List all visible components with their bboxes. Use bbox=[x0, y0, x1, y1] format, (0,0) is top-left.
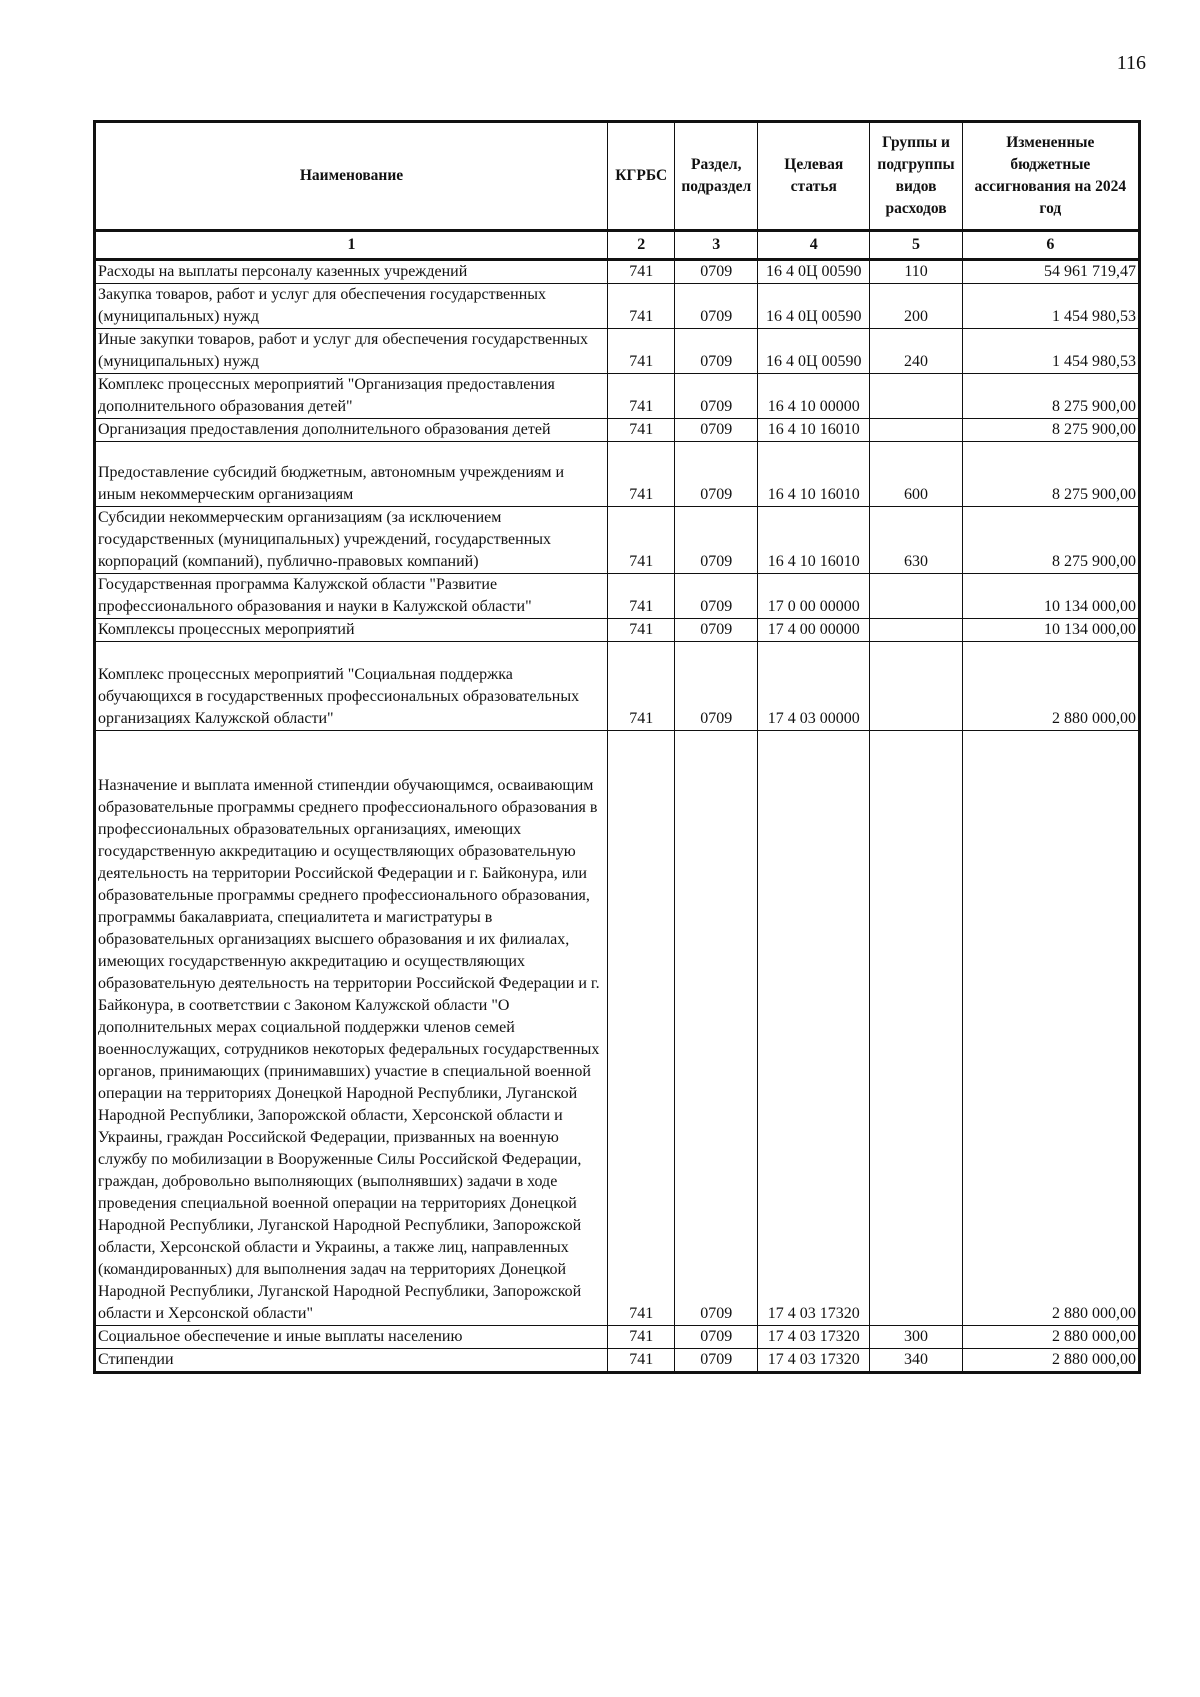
table-row bbox=[95, 507, 1140, 574]
table-row bbox=[95, 1326, 1140, 1349]
row-group bbox=[870, 619, 962, 642]
header-target: Целевая статья bbox=[758, 122, 870, 231]
column-number: 2 bbox=[608, 231, 675, 260]
row-group: 340 bbox=[870, 1349, 962, 1373]
row-target: 16 4 0Ц 00590 bbox=[758, 329, 870, 374]
row-section: 0709 bbox=[675, 1349, 758, 1373]
row-group bbox=[870, 374, 962, 419]
row-section: 0709 bbox=[675, 260, 758, 284]
header-name: Наименование bbox=[95, 122, 608, 231]
row-section: 0709 bbox=[675, 507, 758, 574]
row-section: 0709 bbox=[675, 419, 758, 442]
row-section: 0709 bbox=[675, 731, 758, 1326]
table-row bbox=[95, 329, 1140, 374]
row-name: Расходы на выплаты персоналу казенных учреждений bbox=[95, 260, 608, 284]
row-group: 200 bbox=[870, 284, 962, 329]
row-section: 0709 bbox=[675, 642, 758, 731]
row-target: 17 4 03 00000 bbox=[758, 642, 870, 731]
row-kgrbs: 741 bbox=[608, 1349, 675, 1373]
row-section: 0709 bbox=[675, 1326, 758, 1349]
row-target: 17 4 03 17320 bbox=[758, 1349, 870, 1373]
table-row bbox=[95, 419, 1140, 442]
header-section: Раздел, подраздел bbox=[675, 122, 758, 231]
row-group: 110 bbox=[870, 260, 962, 284]
row-kgrbs: 741 bbox=[608, 329, 675, 374]
row-target: 17 0 00 00000 bbox=[758, 574, 870, 619]
row-amount: 54 961 719,47 bbox=[962, 260, 1139, 284]
row-amount: 2 880 000,00 bbox=[962, 1349, 1139, 1373]
row-name: Государственная программа Калужской области "Развитие профессионального образования и науки в Калужской области" bbox=[95, 574, 608, 619]
row-kgrbs: 741 bbox=[608, 374, 675, 419]
row-target: 16 4 10 16010 bbox=[758, 442, 870, 507]
row-name: Комплексы процессных мероприятий bbox=[95, 619, 608, 642]
row-amount: 8 275 900,00 bbox=[962, 419, 1139, 442]
row-target: 17 4 03 17320 bbox=[758, 1326, 870, 1349]
row-amount: 1 454 980,53 bbox=[962, 284, 1139, 329]
row-target: 17 4 00 00000 bbox=[758, 619, 870, 642]
row-amount: 2 880 000,00 bbox=[962, 642, 1139, 731]
page-number: 116 bbox=[1116, 52, 1146, 74]
row-kgrbs: 741 bbox=[608, 642, 675, 731]
row-section: 0709 bbox=[675, 284, 758, 329]
row-target: 16 4 0Ц 00590 bbox=[758, 260, 870, 284]
row-kgrbs: 741 bbox=[608, 507, 675, 574]
row-target: 16 4 0Ц 00590 bbox=[758, 284, 870, 329]
row-kgrbs: 741 bbox=[608, 574, 675, 619]
row-kgrbs: 741 bbox=[608, 419, 675, 442]
table-row bbox=[95, 260, 1140, 284]
row-kgrbs: 741 bbox=[608, 619, 675, 642]
row-name: Субсидии некоммерческим организациям (за исключением государственных (муниципальных) учреждений, государственных корпораций (компаний), публично-правовых компаний) bbox=[95, 507, 608, 574]
column-number: 3 bbox=[675, 231, 758, 260]
table-row bbox=[95, 284, 1140, 329]
row-group bbox=[870, 419, 962, 442]
row-name: Стипендии bbox=[95, 1349, 608, 1373]
column-number: 1 bbox=[95, 231, 608, 260]
row-amount: 8 275 900,00 bbox=[962, 507, 1139, 574]
column-number: 5 bbox=[870, 231, 962, 260]
header-amount: Измененные бюджетные ассигнования на 2024 год bbox=[962, 122, 1139, 231]
row-amount: 10 134 000,00 bbox=[962, 574, 1139, 619]
row-target: 16 4 10 16010 bbox=[758, 419, 870, 442]
table-row bbox=[95, 642, 1140, 731]
row-target: 16 4 10 16010 bbox=[758, 507, 870, 574]
row-kgrbs: 741 bbox=[608, 260, 675, 284]
row-section: 0709 bbox=[675, 619, 758, 642]
table-row bbox=[95, 374, 1140, 419]
header-kgrbs: КГРБС bbox=[608, 122, 675, 231]
row-name: Иные закупки товаров, работ и услуг для обеспечения государственных (муниципальных) нужд bbox=[95, 329, 608, 374]
row-amount: 2 880 000,00 bbox=[962, 731, 1139, 1326]
row-amount: 2 880 000,00 bbox=[962, 1326, 1139, 1349]
row-group: 300 bbox=[870, 1326, 962, 1349]
row-group bbox=[870, 731, 962, 1326]
row-group bbox=[870, 642, 962, 731]
table-row bbox=[95, 619, 1140, 642]
table-row bbox=[95, 574, 1140, 619]
row-kgrbs: 741 bbox=[608, 1326, 675, 1349]
table-row bbox=[95, 731, 1140, 1326]
row-target: 17 4 03 17320 bbox=[758, 731, 870, 1326]
table-header-row bbox=[95, 122, 1140, 231]
row-name: Организация предоставления дополнительного образования детей bbox=[95, 419, 608, 442]
row-amount: 8 275 900,00 bbox=[962, 374, 1139, 419]
row-section: 0709 bbox=[675, 442, 758, 507]
row-group: 240 bbox=[870, 329, 962, 374]
row-kgrbs: 741 bbox=[608, 731, 675, 1326]
column-number: 4 bbox=[758, 231, 870, 260]
table-row bbox=[95, 442, 1140, 507]
row-target: 16 4 10 00000 bbox=[758, 374, 870, 419]
row-group: 600 bbox=[870, 442, 962, 507]
row-name: Комплекс процессных мероприятий "Социальная поддержка обучающихся в государственных профессиональных образовательных организациях Калужской области" bbox=[95, 642, 608, 731]
row-section: 0709 bbox=[675, 374, 758, 419]
row-kgrbs: 741 bbox=[608, 284, 675, 329]
row-kgrbs: 741 bbox=[608, 442, 675, 507]
row-name: Комплекс процессных мероприятий "Организация предоставления дополнительного образования детей" bbox=[95, 374, 608, 419]
column-number: 6 bbox=[962, 231, 1139, 260]
row-section: 0709 bbox=[675, 574, 758, 619]
row-group bbox=[870, 574, 962, 619]
header-group: Группы и подгруппы видов расходов bbox=[870, 122, 962, 231]
column-number-row bbox=[95, 231, 1140, 260]
budget-table bbox=[93, 120, 1141, 1374]
row-amount: 8 275 900,00 bbox=[962, 442, 1139, 507]
row-group: 630 bbox=[870, 507, 962, 574]
row-name: Закупка товаров, работ и услуг для обеспечения государственных (муниципальных) нужд bbox=[95, 284, 608, 329]
row-section: 0709 bbox=[675, 329, 758, 374]
table-row bbox=[95, 1349, 1140, 1373]
row-amount: 10 134 000,00 bbox=[962, 619, 1139, 642]
row-amount: 1 454 980,53 bbox=[962, 329, 1139, 374]
row-name: Социальное обеспечение и иные выплаты населению bbox=[95, 1326, 608, 1349]
row-name: Назначение и выплата именной стипендии обучающимся, осваивающим образовательные программы среднего профессионального образования в профессиональных образовательных организациях, имеющих государственную аккредитацию и осуществляющих образовательную деятельность на территории Российской Федерации и г. Байконура, или образовательные программы среднего профессионального образования, программы бакалавриата, специалитета и магистратуры в образовательных организациях высшего образования и их филиалах, имеющих государственную аккредитацию и осуществляющих образовательную деятельность на территории Российской Федерации и г. Байконура, в соответствии с Законом Калужской области "О дополнительных мерах социальной поддержки членов семей военнослужащих, сотрудников некоторых федеральных государственных органов, принимающих (принимавших) участие в специальной военной операции на территориях Донецкой Народной Республики, Луганской Народной Республики, Запорожской области, Херсонской области и Украины, граждан Российской Федерации, призванных на военную службу по мобилизации в Вооруженные Силы Российской Федерации, граждан, добровольно выполняющих (выполнявших) задачи в ходе проведения специальной военной операции на территориях Донецкой Народной Республики, Луганской Народной Республики, Запорожской области, Херсонской области и Украины, а также лиц, направленных (командированных) для выполнения задач на территориях Донецкой Народной Республики, Луганской Народной Республики, Запорожской области и Херсонской области" bbox=[95, 731, 608, 1326]
row-name: Предоставление субсидий бюджетным, автономным учреждениям и иным некоммерческим организациям bbox=[95, 442, 608, 507]
